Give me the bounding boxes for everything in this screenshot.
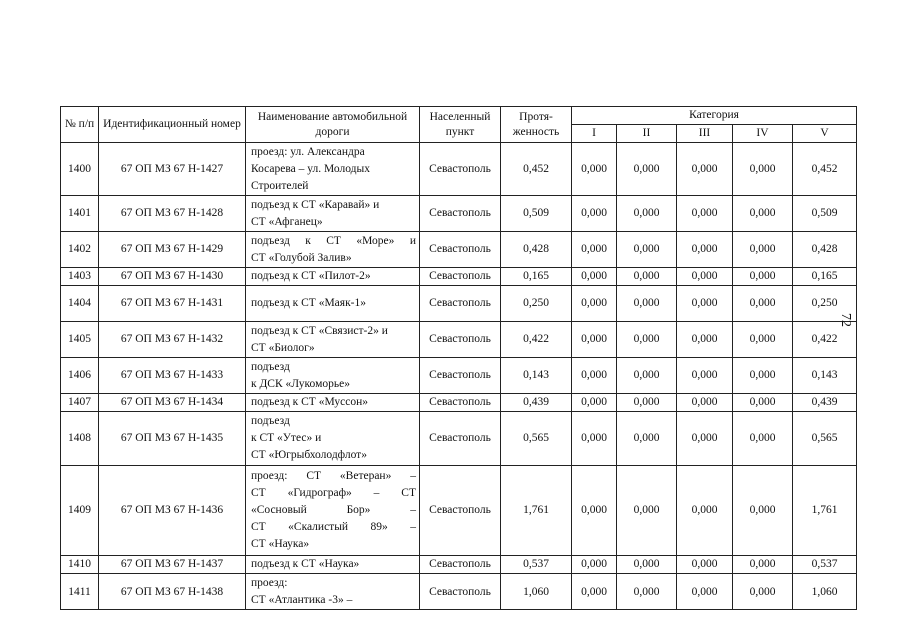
category-iii-value: 0,000 [677, 268, 733, 286]
road-name [246, 322, 420, 358]
settlement: Севастополь [420, 394, 501, 412]
road-name-line: проезд: [251, 576, 288, 589]
category-v-value: 0,143 [793, 358, 857, 394]
category-iii-value: 0,000 [677, 556, 733, 574]
road-name-line: подъезд к СТ «Наука» [251, 558, 360, 570]
road-length: 0,537 [501, 556, 572, 574]
category-iv-value: 0,000 [733, 268, 793, 286]
road-name-line: СТ «Наука» [251, 538, 310, 550]
road-name-line: Строителей [251, 179, 309, 192]
category-ii-value: 0,000 [617, 268, 677, 286]
header-num: № п/п [61, 107, 99, 143]
road-name [246, 232, 420, 268]
table-row [61, 358, 857, 394]
row-number: 1405 [61, 322, 99, 358]
road-name-line: подъезд к СТ «Пилот-2» [251, 270, 371, 282]
table-row [61, 268, 857, 286]
table-body [61, 143, 857, 610]
settlement: Севастополь [420, 232, 501, 268]
category-v-value: 0,250 [793, 286, 857, 322]
road-name-line: Косарева – ул. Молодых [251, 162, 370, 175]
header-category-v: V [793, 125, 857, 143]
road-length: 1,060 [501, 574, 572, 610]
settlement: Севастополь [420, 196, 501, 232]
road-name [246, 412, 420, 466]
category-iv-value: 0,000 [733, 143, 793, 196]
road-length: 0,165 [501, 268, 572, 286]
settlement: Севастополь [420, 143, 501, 196]
category-i-value: 0,000 [572, 232, 617, 268]
category-iii-value: 0,000 [677, 358, 733, 394]
road-name [246, 556, 420, 574]
road-id: 67 ОП МЗ 67 Н-1431 [99, 286, 246, 322]
table-row [61, 394, 857, 412]
road-name [246, 268, 420, 286]
header-category-iv: IV [733, 125, 793, 143]
road-name-line: СТ «Голубой Залив» [251, 251, 352, 264]
road-name-line: СТ «Югрыбхолодфлот» [251, 449, 367, 461]
road-id: 67 ОП МЗ 67 Н-1428 [99, 196, 246, 232]
header-category-i: I [572, 125, 617, 143]
category-iv-value: 0,000 [733, 412, 793, 466]
header-category-ii: II [617, 125, 677, 143]
category-i-value: 0,000 [572, 574, 617, 610]
road-id: 67 ОП МЗ 67 Н-1429 [99, 232, 246, 268]
row-number: 1401 [61, 196, 99, 232]
road-id: 67 ОП МЗ 67 Н-1427 [99, 143, 246, 196]
category-iii-value: 0,000 [677, 232, 733, 268]
category-v-value: 0,509 [793, 196, 857, 232]
road-name-line: подъезд к СТ «Маяк-1» [251, 297, 366, 309]
road-name [246, 394, 420, 412]
category-ii-value: 0,000 [617, 286, 677, 322]
road-name-line: подъезд [251, 360, 290, 373]
header-name: Наименование автомобильной дороги [246, 107, 420, 143]
category-i-value: 0,000 [572, 322, 617, 358]
road-length: 0,428 [501, 232, 572, 268]
category-iii-value: 0,000 [677, 574, 733, 610]
category-ii-value: 0,000 [617, 232, 677, 268]
header-category-iii: III [677, 125, 733, 143]
road-name-line: к СТ «Утес» и [251, 432, 322, 444]
road-id: 67 ОП МЗ 67 Н-1433 [99, 358, 246, 394]
road-length: 0,422 [501, 322, 572, 358]
table-row [61, 143, 857, 196]
road-name [246, 143, 420, 196]
category-iii-value: 0,000 [677, 466, 733, 556]
category-ii-value: 0,000 [617, 574, 677, 610]
category-v-value: 1,060 [793, 574, 857, 610]
category-i-value: 0,000 [572, 412, 617, 466]
category-ii-value: 0,000 [617, 143, 677, 196]
category-i-value: 0,000 [572, 268, 617, 286]
row-number: 1400 [61, 143, 99, 196]
road-name [246, 466, 420, 556]
road-id: 67 ОП МЗ 67 Н-1438 [99, 574, 246, 610]
table-row [61, 322, 857, 358]
category-iv-value: 0,000 [733, 232, 793, 268]
category-i-value: 0,000 [572, 286, 617, 322]
category-iii-value: 0,000 [677, 143, 733, 196]
category-ii-value: 0,000 [617, 466, 677, 556]
road-registry-table [60, 106, 857, 610]
road-id: 67 ОП МЗ 67 Н-1432 [99, 322, 246, 358]
road-id: 67 ОП МЗ 67 Н-1436 [99, 466, 246, 556]
road-name-line: к ДСК «Лукоморье» [251, 377, 350, 390]
category-v-value: 0,165 [793, 268, 857, 286]
category-ii-value: 0,000 [617, 412, 677, 466]
settlement: Севастополь [420, 268, 501, 286]
header-place: Населенный пункт [420, 107, 501, 143]
category-iv-value: 0,000 [733, 286, 793, 322]
category-iii-value: 0,000 [677, 394, 733, 412]
road-name-line: СТ «Биолог» [251, 341, 315, 354]
road-name-line: СТ «Атлантика -3» – [251, 593, 353, 606]
road-name-line: проезд: ул. Александра [251, 145, 365, 158]
road-length: 1,761 [501, 466, 572, 556]
category-v-value: 1,761 [793, 466, 857, 556]
category-i-value: 0,000 [572, 394, 617, 412]
category-i-value: 0,000 [572, 196, 617, 232]
road-name-line: подъезд к СТ «Муссон» [251, 396, 369, 408]
table-row [61, 196, 857, 232]
category-ii-value: 0,000 [617, 394, 677, 412]
header-length: Протя-женность [501, 107, 572, 143]
road-id: 67 ОП МЗ 67 Н-1437 [99, 556, 246, 574]
row-number: 1408 [61, 412, 99, 466]
category-iv-value: 0,000 [733, 358, 793, 394]
category-iii-value: 0,000 [677, 196, 733, 232]
road-name-line: СТ «Гидрограф» – СТ [251, 487, 416, 499]
category-v-value: 0,422 [793, 322, 857, 358]
header-id: Идентификационный номер [99, 107, 246, 143]
category-iv-value: 0,000 [733, 574, 793, 610]
settlement: Севастополь [420, 466, 501, 556]
table-row [61, 574, 857, 610]
category-iv-value: 0,000 [733, 466, 793, 556]
road-length: 0,143 [501, 358, 572, 394]
road-name-line: СТ «Афганец» [251, 215, 323, 228]
road-length: 0,565 [501, 412, 572, 466]
category-ii-value: 0,000 [617, 196, 677, 232]
category-iii-value: 0,000 [677, 286, 733, 322]
road-id: 67 ОП МЗ 67 Н-1435 [99, 412, 246, 466]
row-number: 1404 [61, 286, 99, 322]
category-v-value: 0,537 [793, 556, 857, 574]
road-name-line: подъезд [251, 415, 290, 427]
category-iii-value: 0,000 [677, 322, 733, 358]
road-length: 0,250 [501, 286, 572, 322]
table-row [61, 232, 857, 268]
row-number: 1402 [61, 232, 99, 268]
row-number: 1406 [61, 358, 99, 394]
road-name-line: подъезд к СТ «Море» и [251, 234, 416, 247]
category-iii-value: 0,000 [677, 412, 733, 466]
category-i-value: 0,000 [572, 143, 617, 196]
settlement: Севастополь [420, 556, 501, 574]
road-name [246, 286, 420, 322]
category-v-value: 0,452 [793, 143, 857, 196]
row-number: 1410 [61, 556, 99, 574]
header-category: Категория [572, 107, 857, 125]
table-row [61, 556, 857, 574]
table-row [61, 412, 857, 466]
road-name-line: СТ «Скалистый 89» – [251, 521, 416, 533]
row-number: 1403 [61, 268, 99, 286]
settlement: Севастополь [420, 286, 501, 322]
road-name [246, 196, 420, 232]
category-v-value: 0,428 [793, 232, 857, 268]
road-name [246, 574, 420, 610]
road-name-line: подъезд к СТ «Связист-2» и [251, 324, 388, 337]
road-name-line: подъезд к СТ «Каравай» и [251, 198, 380, 211]
table-row [61, 286, 857, 322]
road-id: 67 ОП МЗ 67 Н-1434 [99, 394, 246, 412]
category-iv-value: 0,000 [733, 196, 793, 232]
row-number: 1409 [61, 466, 99, 556]
settlement: Севастополь [420, 358, 501, 394]
settlement: Севастополь [420, 574, 501, 610]
category-i-value: 0,000 [572, 466, 617, 556]
category-i-value: 0,000 [572, 358, 617, 394]
category-iv-value: 0,000 [733, 394, 793, 412]
settlement: Севастополь [420, 322, 501, 358]
category-v-value: 0,439 [793, 394, 857, 412]
road-length: 0,452 [501, 143, 572, 196]
category-i-value: 0,000 [572, 556, 617, 574]
category-ii-value: 0,000 [617, 556, 677, 574]
road-length: 0,509 [501, 196, 572, 232]
road-id: 67 ОП МЗ 67 Н-1430 [99, 268, 246, 286]
row-number: 1407 [61, 394, 99, 412]
category-iv-value: 0,000 [733, 556, 793, 574]
category-iv-value: 0,000 [733, 322, 793, 358]
settlement: Севастополь [420, 412, 501, 466]
road-name [246, 358, 420, 394]
page-number: 72 [838, 313, 853, 327]
category-ii-value: 0,000 [617, 322, 677, 358]
road-length: 0,439 [501, 394, 572, 412]
road-name-line: проезд: СТ «Ветеран» – [251, 470, 416, 482]
road-name-line: «Сосновый Бор» – [251, 504, 416, 516]
row-number: 1411 [61, 574, 99, 610]
category-v-value: 0,565 [793, 412, 857, 466]
table-row [61, 466, 857, 556]
category-ii-value: 0,000 [617, 358, 677, 394]
